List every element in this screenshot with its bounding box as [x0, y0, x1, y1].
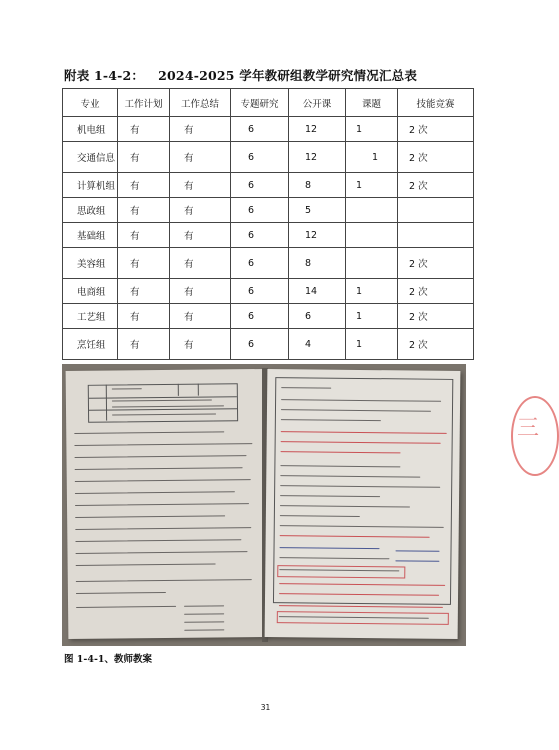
cell-major: 交通信息 — [63, 142, 118, 173]
table-row — [63, 248, 474, 279]
cell-topic — [346, 248, 398, 279]
cell-work-plan: 有 — [118, 173, 170, 198]
header-work-summary: 工作总结 — [170, 89, 231, 117]
table-header-row — [63, 89, 474, 117]
cell-work-summary: 有 — [170, 223, 231, 248]
cell-major: 电商组 — [63, 279, 118, 304]
table-label: 附表 1-4-2： — [64, 68, 145, 83]
cell-skill-competition: 2 次 — [398, 173, 474, 198]
cell-open-class: 14 — [289, 279, 346, 304]
cell-open-class: 12 — [289, 117, 346, 142]
table-row — [63, 142, 474, 173]
cell-work-plan: 有 — [118, 304, 170, 329]
cell-work-plan: 有 — [118, 198, 170, 223]
table-row — [63, 173, 474, 198]
cell-skill-competition — [398, 223, 474, 248]
lesson-form-box — [88, 383, 238, 423]
cell-skill-competition: 2 次 — [398, 304, 474, 329]
header-major: 专业 — [63, 89, 118, 117]
lesson-plan-photo — [62, 364, 466, 646]
table-row — [63, 198, 474, 223]
page-number: 31 — [260, 703, 271, 712]
cell-special-research: 6 — [231, 198, 289, 223]
cell-special-research: 6 — [231, 117, 289, 142]
cell-open-class: 5 — [289, 198, 346, 223]
header-work-plan: 工作计划 — [118, 89, 170, 117]
cell-work-summary: 有 — [170, 248, 231, 279]
cell-special-research: 6 — [231, 142, 289, 173]
cell-major: 美容组 — [63, 248, 118, 279]
notebook-left-page — [66, 369, 267, 639]
summary-table — [62, 88, 474, 360]
table-row — [63, 329, 474, 360]
cell-open-class: 12 — [289, 223, 346, 248]
cell-open-class: 4 — [289, 329, 346, 360]
cell-skill-competition: 2 次 — [398, 142, 474, 173]
table-row — [63, 223, 474, 248]
cell-work-plan: 有 — [118, 279, 170, 304]
cell-major: 基础组 — [63, 223, 118, 248]
cell-work-plan: 有 — [118, 142, 170, 173]
table-title — [64, 66, 431, 84]
cell-open-class: 8 — [289, 248, 346, 279]
cell-special-research: 6 — [231, 173, 289, 198]
school-seal-icon: 三 — [511, 396, 559, 476]
cell-major: 烹饪组 — [63, 329, 118, 360]
cell-major: 工艺组 — [63, 304, 118, 329]
header-open-class: 公开课 — [289, 89, 346, 117]
cell-skill-competition: 2 次 — [398, 248, 474, 279]
cell-special-research: 6 — [231, 329, 289, 360]
table-row — [63, 279, 474, 304]
cell-major: 机电组 — [63, 117, 118, 142]
cell-topic: 1 — [346, 304, 398, 329]
cell-skill-competition: 2 次 — [398, 329, 474, 360]
table-row — [63, 117, 474, 142]
cell-major: 计算机组 — [63, 173, 118, 198]
notebook-right-page — [265, 369, 461, 639]
cell-open-class: 12 — [289, 142, 346, 173]
header-special-research: 专题研究 — [231, 89, 289, 117]
cell-special-research: 6 — [231, 248, 289, 279]
cell-work-summary: 有 — [170, 173, 231, 198]
cell-skill-competition: 2 次 — [398, 279, 474, 304]
cell-topic — [346, 223, 398, 248]
cell-open-class: 6 — [289, 304, 346, 329]
figure-caption: 图 1-4-1、教师教案 — [64, 654, 153, 665]
header-topic: 课题 — [346, 89, 398, 117]
cell-work-summary: 有 — [170, 304, 231, 329]
cell-skill-competition — [398, 198, 474, 223]
cell-topic — [346, 198, 398, 223]
cell-open-class: 8 — [289, 173, 346, 198]
cell-work-summary: 有 — [170, 142, 231, 173]
cell-work-plan: 有 — [118, 117, 170, 142]
cell-work-plan: 有 — [118, 248, 170, 279]
cell-topic: 1 — [346, 142, 398, 173]
table-row — [63, 304, 474, 329]
cell-work-summary: 有 — [170, 329, 231, 360]
cell-special-research: 6 — [231, 223, 289, 248]
cell-topic: 1 — [346, 279, 398, 304]
cell-special-research: 6 — [231, 279, 289, 304]
cell-special-research: 6 — [231, 304, 289, 329]
header-skill-competition: 技能竞赛 — [398, 89, 474, 117]
cell-skill-competition: 2 次 — [398, 117, 474, 142]
cell-major: 思政组 — [63, 198, 118, 223]
cell-topic: 1 — [346, 173, 398, 198]
cell-work-summary: 有 — [170, 279, 231, 304]
table-title-text: 2024-2025 学年教研组教学研究情况汇总表 — [158, 68, 418, 83]
cell-work-plan: 有 — [118, 329, 170, 360]
cell-work-summary: 有 — [170, 198, 231, 223]
cell-work-plan: 有 — [118, 223, 170, 248]
cell-topic: 1 — [346, 329, 398, 360]
cell-work-summary: 有 — [170, 117, 231, 142]
cell-topic: 1 — [346, 117, 398, 142]
